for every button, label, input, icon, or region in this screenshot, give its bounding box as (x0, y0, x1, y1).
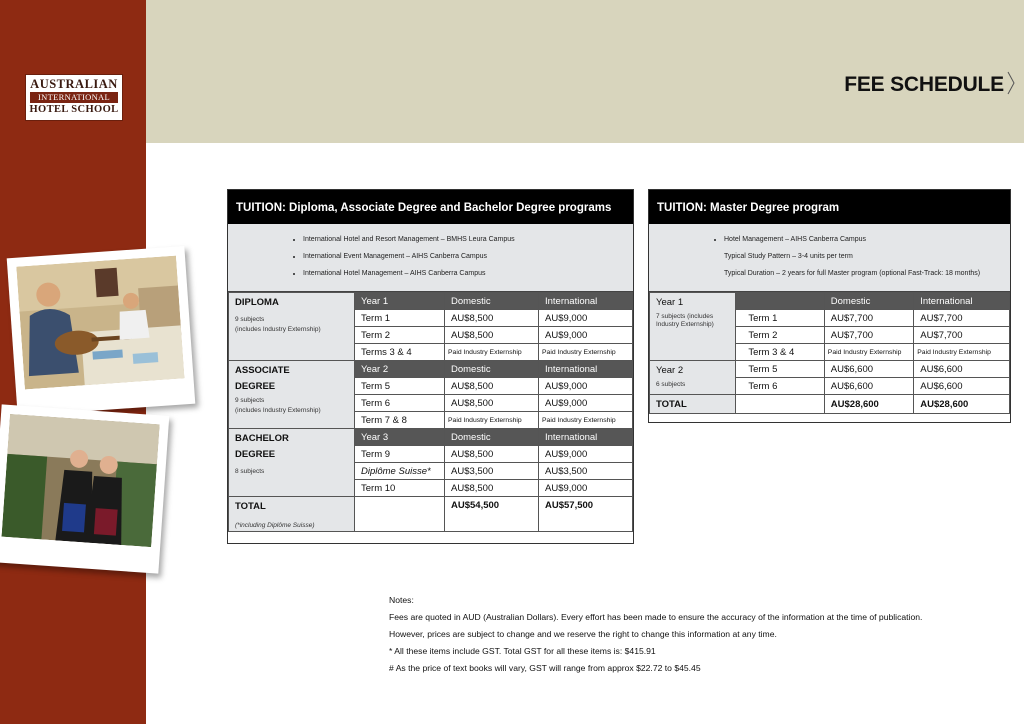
international-fee: AU$9,000 (539, 395, 633, 412)
diploma-cell (229, 293, 355, 361)
term-cell: Term 10 (355, 480, 445, 497)
term-cell: Term 7 & 8 (355, 412, 445, 429)
notes-section (389, 592, 922, 677)
top-band (146, 0, 1024, 143)
domestic-header: Domestic (445, 429, 539, 446)
international-header: International (539, 361, 633, 378)
year-2-cell (650, 361, 736, 395)
international-fee: AU$7,700 (914, 310, 1010, 327)
page-title: FEE SCHEDULE (844, 73, 1004, 96)
tuition-bachelor-panel (227, 189, 634, 544)
domestic-fee: Paid Industry Externship (824, 344, 913, 361)
term-cell: Term 3 & 4 (736, 344, 824, 361)
international-fee: AU$9,000 (539, 446, 633, 463)
table-row (229, 361, 633, 378)
fee-table-master (649, 292, 1010, 414)
list-item: • International Hotel and Resort Management – BMHS Leura Campus (303, 236, 633, 243)
students-uniform-photo (0, 404, 169, 573)
empty-header (736, 293, 824, 310)
associate-label-1: ASSOCIATE (235, 365, 290, 376)
note-line: Fees are quoted in AUD (Australian Dollars). Every effort has been made to ensure the accuracy of the information at the time of publication. (389, 612, 923, 622)
empty-cell (355, 497, 445, 532)
year-1-header: Year 1 (355, 293, 445, 310)
international-header: International (539, 429, 633, 446)
total-domestic: AU$54,500 (445, 497, 539, 532)
international-fee: AU$3,500 (539, 463, 633, 480)
master-program-info (649, 224, 1010, 292)
international-fee: AU$6,600 (914, 361, 1010, 378)
international-fee: AU$7,700 (914, 327, 1010, 344)
term-cell: Term 1 (355, 310, 445, 327)
table-row (650, 293, 1010, 310)
year-1-cell (650, 293, 736, 361)
associate-externship: (includes Industry Externship) (235, 407, 321, 414)
total-domestic: AU$28,600 (824, 395, 913, 414)
bachelor-subjects: 8 subjects (235, 468, 265, 475)
international-fee: Paid Industry Externship (539, 344, 633, 361)
domestic-fee: AU$8,500 (445, 395, 539, 412)
master-year-1-label: Year 1 (656, 297, 684, 308)
associate-label-2: DEGREE (235, 381, 276, 392)
list-item: • International Event Management – AIHS Canberra Campus (303, 253, 633, 260)
domestic-fee: AU$8,500 (445, 327, 539, 344)
master-total-label: TOTAL (650, 395, 736, 414)
year-2-header: Year 2 (355, 361, 445, 378)
term-cell: Term 5 (736, 361, 824, 378)
diploma-externship: (includes Industry Externship) (235, 326, 321, 333)
domestic-fee: AU$3,500 (445, 463, 539, 480)
fee-table-bachelor (228, 292, 633, 532)
total-note: (*including Diplôme Suisse) (235, 522, 315, 529)
tuition-master-panel (648, 189, 1011, 423)
tuition-master-title: TUITION: Master Degree program (649, 190, 1010, 224)
bachelor-cell (229, 429, 355, 497)
international-fee: Paid Industry Externship (914, 344, 1010, 361)
logo-line-3: HOTEL SCHOOL (29, 104, 119, 115)
total-row (229, 497, 633, 532)
international-fee: Paid Industry Externship (539, 412, 633, 429)
domestic-fee: AU$6,600 (824, 378, 913, 395)
list-item: • Hotel Management – AIHS Canberra Campus (724, 236, 1010, 243)
total-cell (229, 497, 355, 532)
note-line: * All these items include GST. Total GST for all these items is: $415.91 (389, 646, 656, 656)
domestic-fee: AU$6,600 (824, 361, 913, 378)
term-cell: Term 1 (736, 310, 824, 327)
master-year-2-label: Year 2 (656, 365, 684, 376)
domestic-fee: Paid Industry Externship (445, 344, 539, 361)
term-cell: Diplôme Suisse* (355, 463, 445, 480)
empty-cell (736, 395, 824, 414)
international-fee: AU$9,000 (539, 378, 633, 395)
bachelor-label-1: BACHELOR (235, 433, 289, 444)
term-cell: Term 9 (355, 446, 445, 463)
total-international: AU$57,500 (539, 497, 633, 532)
term-cell: Term 5 (355, 378, 445, 395)
associate-subjects: 9 subjects (235, 397, 265, 404)
international-header: International (914, 293, 1010, 310)
chevron-right-icon (1006, 70, 1016, 96)
total-international: AU$28,600 (914, 395, 1010, 414)
list-item: • International Hotel Management – AIHS Canberra Campus (303, 270, 633, 277)
logo-line-1: AUSTRALIAN (30, 77, 118, 91)
table-row (650, 361, 1010, 378)
total-row (650, 395, 1010, 414)
international-fee: AU$9,000 (539, 480, 633, 497)
international-header: International (539, 293, 633, 310)
notes-heading: Notes: (389, 595, 414, 605)
logo-line-2: INTERNATIONAL (30, 92, 118, 103)
diploma-subjects: 9 subjects (235, 316, 265, 323)
year-3-header: Year 3 (355, 429, 445, 446)
international-fee: AU$6,600 (914, 378, 1010, 395)
domestic-fee: AU$8,500 (445, 446, 539, 463)
term-cell: Terms 3 & 4 (355, 344, 445, 361)
domestic-fee: AU$7,700 (824, 327, 913, 344)
table-row (229, 293, 633, 310)
term-cell: Term 2 (355, 327, 445, 344)
domestic-fee: AU$8,500 (445, 480, 539, 497)
term-cell: Term 6 (736, 378, 824, 395)
student-guitar-photo (7, 246, 196, 416)
international-fee: AU$9,000 (539, 327, 633, 344)
bachelor-label-2: DEGREE (235, 449, 276, 460)
domestic-fee: AU$7,700 (824, 310, 913, 327)
domestic-fee: AU$8,500 (445, 310, 539, 327)
total-label: TOTAL (235, 501, 266, 512)
tuition-bachelor-title: TUITION: Diploma, Associate Degree and Bachelor Degree programs (228, 190, 633, 224)
term-cell: Term 6 (355, 395, 445, 412)
associate-cell (229, 361, 355, 429)
table-row (229, 429, 633, 446)
master-year-1-subjects: 7 subjects (includes Industry Externship) (656, 313, 714, 328)
domestic-header: Domestic (445, 293, 539, 310)
domestic-fee: Paid Industry Externship (445, 412, 539, 429)
domestic-header: Domestic (445, 361, 539, 378)
term-cell: Term 2 (736, 327, 824, 344)
study-duration: Typical Duration – 2 years for full Master program (optional Fast-Track: 18 months) (724, 270, 981, 277)
international-fee: AU$9,000 (539, 310, 633, 327)
study-pattern: Typical Study Pattern – 3-4 units per term (724, 253, 853, 260)
domestic-fee: AU$8,500 (445, 378, 539, 395)
school-logo (25, 74, 123, 121)
diploma-label: DIPLOMA (235, 297, 279, 308)
program-list (228, 224, 633, 292)
domestic-header: Domestic (824, 293, 913, 310)
master-year-2-subjects: 6 subjects (656, 381, 686, 388)
note-line: # As the price of text books will vary, GST will range from approx $22.72 to $45.45 (389, 663, 701, 673)
note-line: However, prices are subject to change and we reserve the right to change this information at any time. (389, 629, 777, 639)
